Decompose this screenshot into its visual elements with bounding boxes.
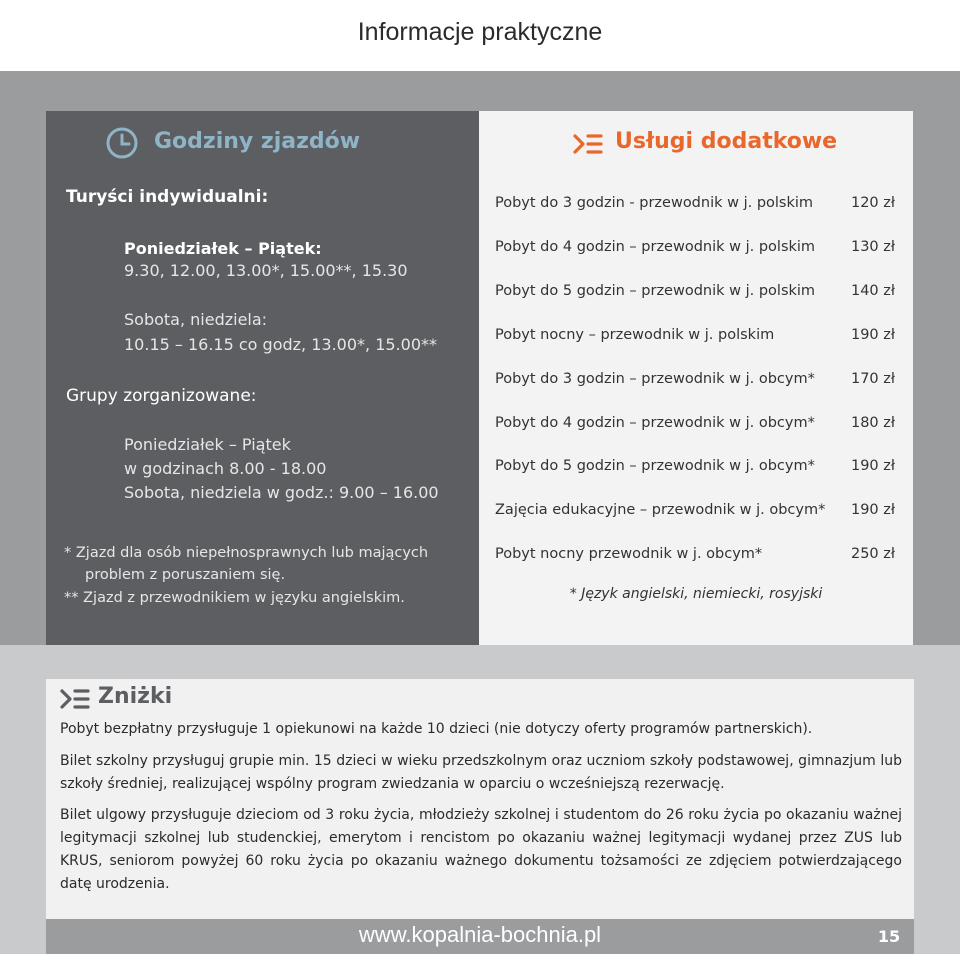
discount-paragraph: Pobyt bezpłatny przysługuje 1 opiekunowi na każde 10 dzieci (nie dotyczy oferty programów partnerskich). xyxy=(60,721,813,737)
discount-paragraph: Bilet ulgowy przysługuje dzieciom od 3 roku życia, młodzieży szkolnej i studentom do 26 roku życia po okazaniu ważnej legitymacji szkolnej lub studenckiej, emerytom i rencistom po okazaniu ważnej legitymacji wydanej przez ZUS lub KRUS, seniorom powyżej 60 roku życia po okazaniu ważnego dokumentu tożsamości ze zdjęciem potwierdzającego datę urodzenia. xyxy=(60,807,902,892)
service-label: Pobyt do 5 godzin – przewodnik w j. obcym* xyxy=(495,458,815,474)
service-price: 170 zł xyxy=(850,371,895,387)
service-label: Pobyt do 3 godzin – przewodnik w j. obcym* xyxy=(495,371,815,387)
services-panel xyxy=(479,111,913,645)
page-title: Informacje praktyczne xyxy=(357,18,603,46)
service-row xyxy=(495,546,895,562)
service-row xyxy=(495,458,895,474)
service-row xyxy=(495,283,895,299)
service-row xyxy=(495,502,895,518)
groups-heading: Grupy zorganizowane: xyxy=(66,386,257,406)
group-weekday-times: w godzinach 8.00 - 18.00 xyxy=(124,459,327,478)
service-row xyxy=(495,415,895,431)
weekend-label: Sobota, niedziela: xyxy=(124,310,268,329)
service-label: Pobyt do 4 godzin – przewodnik w j. polskim xyxy=(495,239,816,255)
discounts-title: Zniżki xyxy=(98,684,173,709)
service-label: Pobyt do 3 godzin - przewodnik w j. polskim xyxy=(495,195,814,211)
group-weekend: Sobota, niedziela w godz.: 9.00 – 16.00 xyxy=(124,483,439,502)
group-weekday-label: Poniedziałek – Piątek xyxy=(124,435,291,454)
service-label: Zajęcia edukacyjne – przewodnik w j. obcym* xyxy=(495,502,826,518)
service-price: 190 zł xyxy=(850,502,895,518)
footnote-1: * Zjazd dla osób niepełnosprawnych lub mających xyxy=(64,545,429,561)
clock-icon xyxy=(106,127,138,159)
individual-heading: Turyści indywidualni: xyxy=(66,187,269,207)
services-note: * Język angielski, niemiecki, rosyjski xyxy=(569,586,823,602)
list-arrow-icon xyxy=(573,133,603,155)
service-price: 180 zł xyxy=(850,415,895,431)
service-label: Pobyt nocny przewodnik w j. obcym* xyxy=(495,546,763,562)
footnote-2: ** Zjazd z przewodnikiem w języku angielskim. xyxy=(64,590,405,606)
hours-title: Godziny zjazdów xyxy=(154,129,361,154)
service-price: 120 zł xyxy=(850,195,895,211)
weekday-label: Poniedziałek – Piątek: xyxy=(124,239,322,258)
service-row xyxy=(495,371,895,387)
service-label: Pobyt do 4 godzin – przewodnik w j. obcym* xyxy=(495,415,815,431)
service-row xyxy=(495,327,895,343)
weekend-times: 10.15 – 16.15 co godz, 13.00*, 15.00** xyxy=(124,335,437,354)
services-title: Usługi dodatkowe xyxy=(615,129,838,154)
service-row xyxy=(495,239,895,255)
hours-panel xyxy=(46,111,479,645)
footnote-1-cont: problem z poruszaniem się. xyxy=(85,567,286,583)
footer xyxy=(46,919,914,954)
service-price: 140 zł xyxy=(850,283,895,299)
weekday-times: 9.30, 12.00, 13.00*, 15.00**, 15.30 xyxy=(124,261,408,280)
service-price: 250 zł xyxy=(850,546,895,562)
discount-paragraph: Bilet szkolny przysługuj grupie min. 15 dzieci w wieku przedszkolnym oraz uczniom szkoły podstawowej, gimnazjum lub szkoły średniej, realizującej wspólny program zwiedzania w oparciu o wcześniejszą rezerwację. xyxy=(60,753,902,792)
service-price: 130 zł xyxy=(850,239,895,255)
page-number: 15 xyxy=(877,927,901,946)
service-label: Pobyt do 5 godzin – przewodnik w j. polskim xyxy=(495,283,816,299)
service-price: 190 zł xyxy=(850,458,895,474)
website-link[interactable]: www.kopalnia-bochnia.pl xyxy=(358,922,602,947)
service-price: 190 zł xyxy=(850,327,895,343)
service-row xyxy=(495,195,895,211)
list-arrow-icon xyxy=(60,688,90,710)
service-label: Pobyt nocny – przewodnik w j. polskim xyxy=(495,327,775,343)
discounts-panel xyxy=(46,679,914,919)
